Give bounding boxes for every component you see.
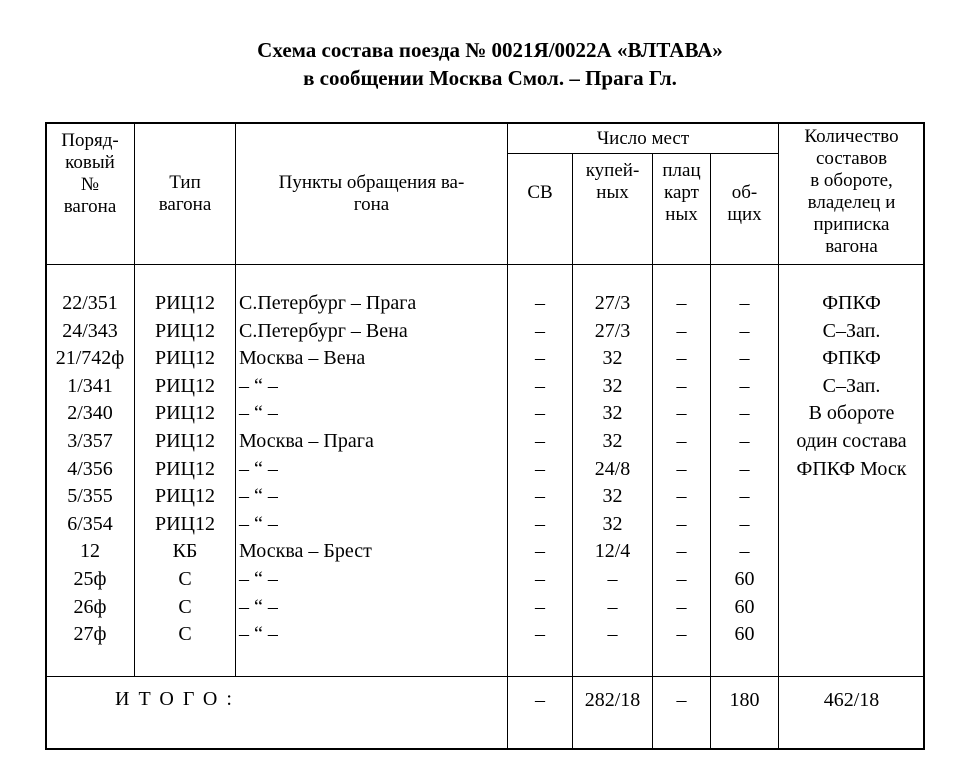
cell-car-type: С (178, 623, 192, 646)
cell-plaz: – (676, 402, 687, 425)
cell-sv: – (535, 402, 545, 425)
header-line: составов (815, 148, 888, 169)
cell-obsh: – (739, 347, 750, 370)
cell-owner: один состава (796, 430, 907, 452)
cell-obsh: 60 (734, 595, 755, 618)
cell-kupe: 12/4 (594, 540, 631, 563)
header-line: вагона (825, 236, 878, 257)
cell-route: – “ – (239, 485, 278, 508)
cell-sv: – (535, 347, 545, 370)
cell-car-type: РИЦ12 (154, 485, 215, 508)
header-plaz (653, 160, 710, 226)
header-line: Пункты обращения ва- (278, 172, 465, 193)
cell-obsh: – (739, 457, 750, 480)
cell-car-type: РИЦ12 (154, 374, 215, 397)
cell-car-type: С (178, 595, 192, 618)
cell-car-type: С (178, 568, 192, 590)
header-line: ных (596, 182, 629, 203)
cell-car-no: 3/357 (67, 430, 113, 452)
cell-owner: ФПКФ (822, 347, 881, 370)
header-line: щих (727, 204, 762, 225)
header-line: Тип (169, 172, 201, 193)
cell-sv: – (535, 512, 545, 535)
header-obsh (711, 182, 778, 226)
header-line: № (80, 174, 100, 195)
cell-kupe: 32 (602, 347, 623, 370)
cell-sv: – (535, 485, 545, 508)
cell-kupe: 32 (602, 430, 623, 452)
cell-car-type: КБ (172, 540, 198, 563)
cell-kupe: 32 (602, 512, 623, 535)
cell-route: – “ – (239, 568, 278, 590)
cell-plaz: – (676, 485, 687, 508)
cell-car-type: РИЦ12 (154, 292, 215, 314)
header-kupe (573, 160, 652, 204)
cell-kupe: – (607, 623, 618, 646)
cell-car-no: 25ф (73, 568, 107, 590)
cell-plaz: – (676, 623, 687, 646)
header-line: в обороте, (810, 170, 893, 191)
cell-car-no: 5/355 (67, 485, 113, 508)
cell-plaz: – (676, 430, 687, 452)
cell-route: – “ – (239, 595, 278, 618)
cell-kupe: 32 (602, 402, 623, 425)
cell-car-no: 2/340 (67, 402, 113, 425)
cell-kupe: – (607, 568, 618, 590)
cell-car-type: РИЦ12 (154, 402, 215, 425)
cell-car-no: 12 (80, 540, 100, 563)
cell-plaz: – (676, 595, 687, 618)
grid-line (46, 676, 924, 677)
header-line: ных (665, 204, 698, 225)
cell-plaz: – (676, 292, 687, 314)
grid-line (46, 264, 924, 265)
header-line: приписка (813, 214, 890, 235)
cell-obsh: – (739, 512, 750, 535)
cell-obsh: 60 (734, 623, 755, 646)
header-line: карт (664, 182, 699, 203)
cell-plaz: – (676, 374, 687, 397)
cell-plaz: – (676, 568, 687, 590)
cell-kupe: 32 (602, 374, 623, 397)
cell-owner: С–Зап. (822, 319, 881, 342)
total-kupe: 282/18 (584, 689, 641, 711)
cell-obsh: – (739, 540, 750, 563)
header-sv: СВ (527, 182, 553, 203)
schema-subtitle: в сообщении Москва Смол. – Прага Гл. (303, 66, 677, 90)
cell-kupe: 32 (602, 485, 623, 508)
cell-sv: – (535, 595, 545, 618)
cell-car-type: РИЦ12 (154, 512, 215, 535)
cell-route: – “ – (239, 623, 278, 646)
cell-car-no: 27ф (73, 623, 107, 646)
cell-owner: ФПКФ Моск (796, 457, 907, 480)
cell-car-no: 4/356 (67, 457, 113, 480)
cell-sv: – (535, 292, 545, 314)
header-order-no (46, 130, 134, 218)
cell-car-no: 22/351 (62, 292, 118, 314)
header-owner (779, 126, 924, 258)
cell-car-no: 1/341 (67, 374, 113, 397)
cell-car-type: РИЦ12 (154, 347, 215, 370)
cell-plaz: – (676, 457, 687, 480)
cell-sv: – (535, 568, 545, 590)
cell-sv: – (535, 457, 545, 480)
cell-owner: В обороте (808, 402, 895, 425)
cell-plaz: – (676, 540, 687, 563)
cell-car-type: РИЦ12 (154, 457, 215, 480)
header-line: вагона (158, 194, 212, 215)
header-line: плац (662, 160, 701, 181)
header-line: Количество (804, 126, 899, 147)
header-seats-group: Число мест (596, 128, 690, 149)
cell-route: Москва – Вена (239, 347, 366, 370)
cell-route: – “ – (239, 374, 278, 397)
cell-owner: ФПКФ (822, 292, 881, 314)
cell-plaz: – (676, 319, 687, 342)
cell-obsh: – (739, 430, 750, 452)
header-line: гона (353, 194, 390, 215)
cell-sv: – (535, 374, 545, 397)
total-owner: 462/18 (823, 689, 880, 711)
cell-route: С.Петербург – Вена (239, 319, 408, 342)
total-label: ИТОГО: (115, 688, 241, 710)
header-line: Поряд- (61, 130, 119, 151)
cell-route: – “ – (239, 402, 278, 425)
schema-title: Схема состава поезда № 0021Я/0022А «ВЛТАВА» (257, 38, 723, 62)
header-line: ковый (65, 152, 115, 173)
cell-plaz: – (676, 347, 687, 370)
cell-obsh: 60 (734, 568, 755, 590)
cell-car-type: РИЦ12 (154, 319, 215, 342)
cell-sv: – (535, 430, 545, 452)
cell-route: – “ – (239, 512, 278, 535)
cell-obsh: – (739, 402, 750, 425)
cell-route: – “ – (239, 457, 278, 480)
cell-owner: С–Зап. (822, 374, 881, 397)
header-car-type (135, 172, 235, 216)
cell-route: Москва – Брест (239, 540, 372, 563)
cell-obsh: – (739, 319, 750, 342)
grid-line (507, 153, 778, 154)
header-line: вагона (63, 196, 117, 217)
cell-route: Москва – Прага (239, 430, 374, 452)
cell-car-no: 26ф (73, 595, 107, 618)
header-line: купей- (585, 160, 640, 181)
cell-sv: – (535, 540, 545, 563)
cell-car-no: 24/343 (62, 319, 118, 342)
cell-plaz: – (676, 512, 687, 535)
header-line: владелец и (807, 192, 896, 213)
header-route (236, 172, 507, 216)
cell-route: С.Петербург – Прага (239, 292, 417, 314)
cell-kupe: 27/3 (594, 319, 631, 342)
cell-kupe: – (607, 595, 618, 618)
cell-car-type: РИЦ12 (154, 430, 215, 452)
cell-obsh: – (739, 485, 750, 508)
cell-car-no: 21/742ф (55, 347, 125, 370)
cell-obsh: – (739, 292, 750, 314)
cell-obsh: – (739, 374, 750, 397)
total-plaz: – (676, 689, 687, 711)
cell-car-no: 6/354 (67, 512, 113, 535)
cell-kupe: 27/3 (594, 292, 631, 314)
total-sv: – (535, 689, 545, 711)
cell-kupe: 24/8 (594, 457, 631, 480)
total-obsh: 180 (729, 689, 760, 711)
cell-sv: – (535, 623, 545, 646)
cell-sv: – (535, 319, 545, 342)
header-line: об- (731, 182, 758, 203)
